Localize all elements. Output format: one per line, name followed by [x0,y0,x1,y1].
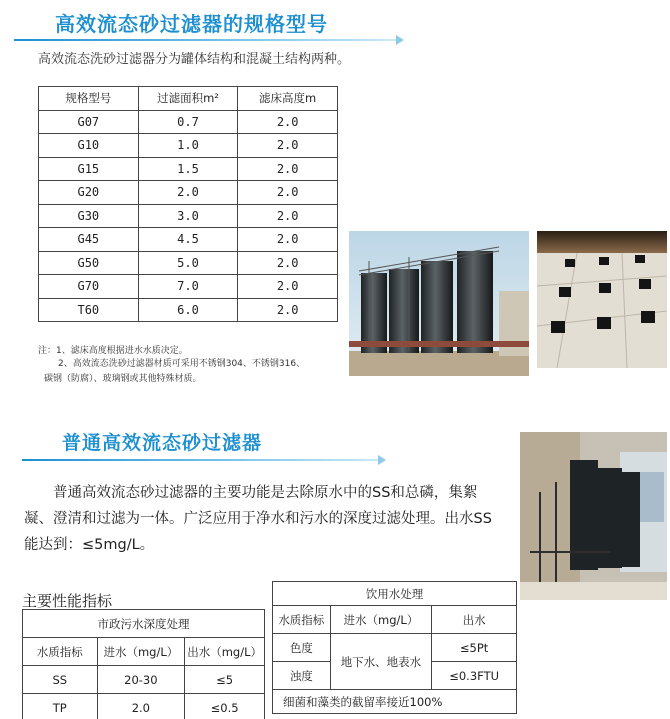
cell-height: 2.0 [238,134,338,158]
cell-inflow: 2.0 [97,694,185,719]
spec-title-underline [14,39,399,41]
table-row [39,181,338,205]
ordinary-title-underline [22,459,382,461]
spec-note-1: 注：1、滤床高度根据进水水质决定。 [38,346,188,356]
cell-area: 5.0 [138,251,238,275]
cell-area: 2.0 [138,181,238,205]
cell-model: G15 [39,157,139,181]
table-footer-row [273,690,517,714]
municipal-caption: 市政污水深度处理 [23,610,265,638]
table-row [23,694,265,719]
cell-indicator: 色度 [273,634,331,662]
header-indicator: 水质指标 [23,638,98,666]
cell-outflow: ≤0.5 [185,694,265,719]
cell-area: 6.0 [138,298,238,322]
table-row [23,666,265,694]
cell-model: G50 [39,251,139,275]
ordinary-section-title: 普通高效流态砂过滤器 [62,432,263,454]
cell-area: 1.0 [138,134,238,158]
cell-model: G45 [39,228,139,252]
table-row [39,275,338,299]
header-outflow: 出水（mg/L） [185,638,265,666]
table-row [39,298,338,322]
table-caption-row [23,610,265,638]
table-header-row [23,638,265,666]
cell-outflow: ≤5Pt [432,634,517,662]
concrete-beds-illustration [537,231,667,368]
cell-model: G70 [39,275,139,299]
cell-area: 0.7 [138,110,238,134]
header-model: 规格型号 [39,87,139,111]
drinking-footer: 细菌和藻类的截留率接近100% [273,690,517,714]
cell-height: 2.0 [238,298,338,322]
spec-section-title: 高效流态砂过滤器的规格型号 [55,12,328,36]
cell-area: 3.0 [138,204,238,228]
filter-tanks-illustration [349,231,529,376]
cell-area: 7.0 [138,275,238,299]
header-indicator: 水质指标 [273,606,331,634]
ordinary-paragraph: 普通高效流态砂过滤器的主要功能是去除原水中的SS和总磷，集絮凝、澄清和过滤为一体。广泛应用于净水和污水的深度过滤处理。出水SS能达到：≤5mg/L。 [24,485,492,553]
cell-inflow: 地下水、地表水 [330,634,432,690]
cell-indicator: TP [23,694,98,719]
cell-height: 2.0 [238,157,338,181]
table-row [39,134,338,158]
spec-intro: 高效流态洗砂过滤器分为罐体结构和混凝土结构两种。 [38,52,351,67]
cell-height: 2.0 [238,110,338,134]
table-row [273,634,517,662]
cell-area: 1.5 [138,157,238,181]
table-row [39,251,338,275]
table-caption-row [273,582,517,606]
table-header-row [39,87,338,111]
ordinary-title-arrow-icon [378,455,386,465]
cell-area: 4.5 [138,228,238,252]
cell-height: 2.0 [238,228,338,252]
drinking-water-table [272,581,517,714]
header-outflow: 出水 [432,606,517,634]
photo-concrete-filter-beds [537,231,667,368]
spec-note-3: 碳钢（防腐）、玻璃钢或其他特殊材质。 [44,374,202,384]
cell-height: 2.0 [238,204,338,228]
header-bed-height: 滤床高度m [238,87,338,111]
cell-height: 2.0 [238,251,338,275]
cell-outflow: ≤0.3FTU [432,662,517,690]
municipal-sewage-table [22,609,265,719]
cell-height: 2.0 [238,275,338,299]
table-row [39,110,338,134]
cell-outflow: ≤5 [185,666,265,694]
table-header-row [273,606,517,634]
table-row [39,228,338,252]
performance-heading: 主要性能指标 [22,592,113,610]
drinking-caption: 饮用水处理 [273,582,517,606]
cell-model: T60 [39,298,139,322]
photo-filter-tanks [349,231,529,376]
spec-note-2: 2、高效流态洗砂过滤器材质可采用不锈钢304、不锈钢316、 [58,359,306,369]
cell-model: G10 [39,134,139,158]
cell-indicator: 浊度 [273,662,331,690]
header-inflow: 进水（mg/L） [330,606,432,634]
photo-filter-installation [520,432,667,600]
cell-model: G07 [39,110,139,134]
cell-indicator: SS [23,666,98,694]
cell-inflow: 20-30 [97,666,185,694]
header-area: 过滤面积m² [138,87,238,111]
spec-title-arrow-icon [396,35,404,45]
installation-illustration [520,432,667,600]
table-row [39,204,338,228]
cell-model: G30 [39,204,139,228]
cell-model: G20 [39,181,139,205]
spec-table [38,86,338,322]
header-inflow: 进水（mg/L） [97,638,185,666]
table-row [39,157,338,181]
cell-height: 2.0 [238,181,338,205]
